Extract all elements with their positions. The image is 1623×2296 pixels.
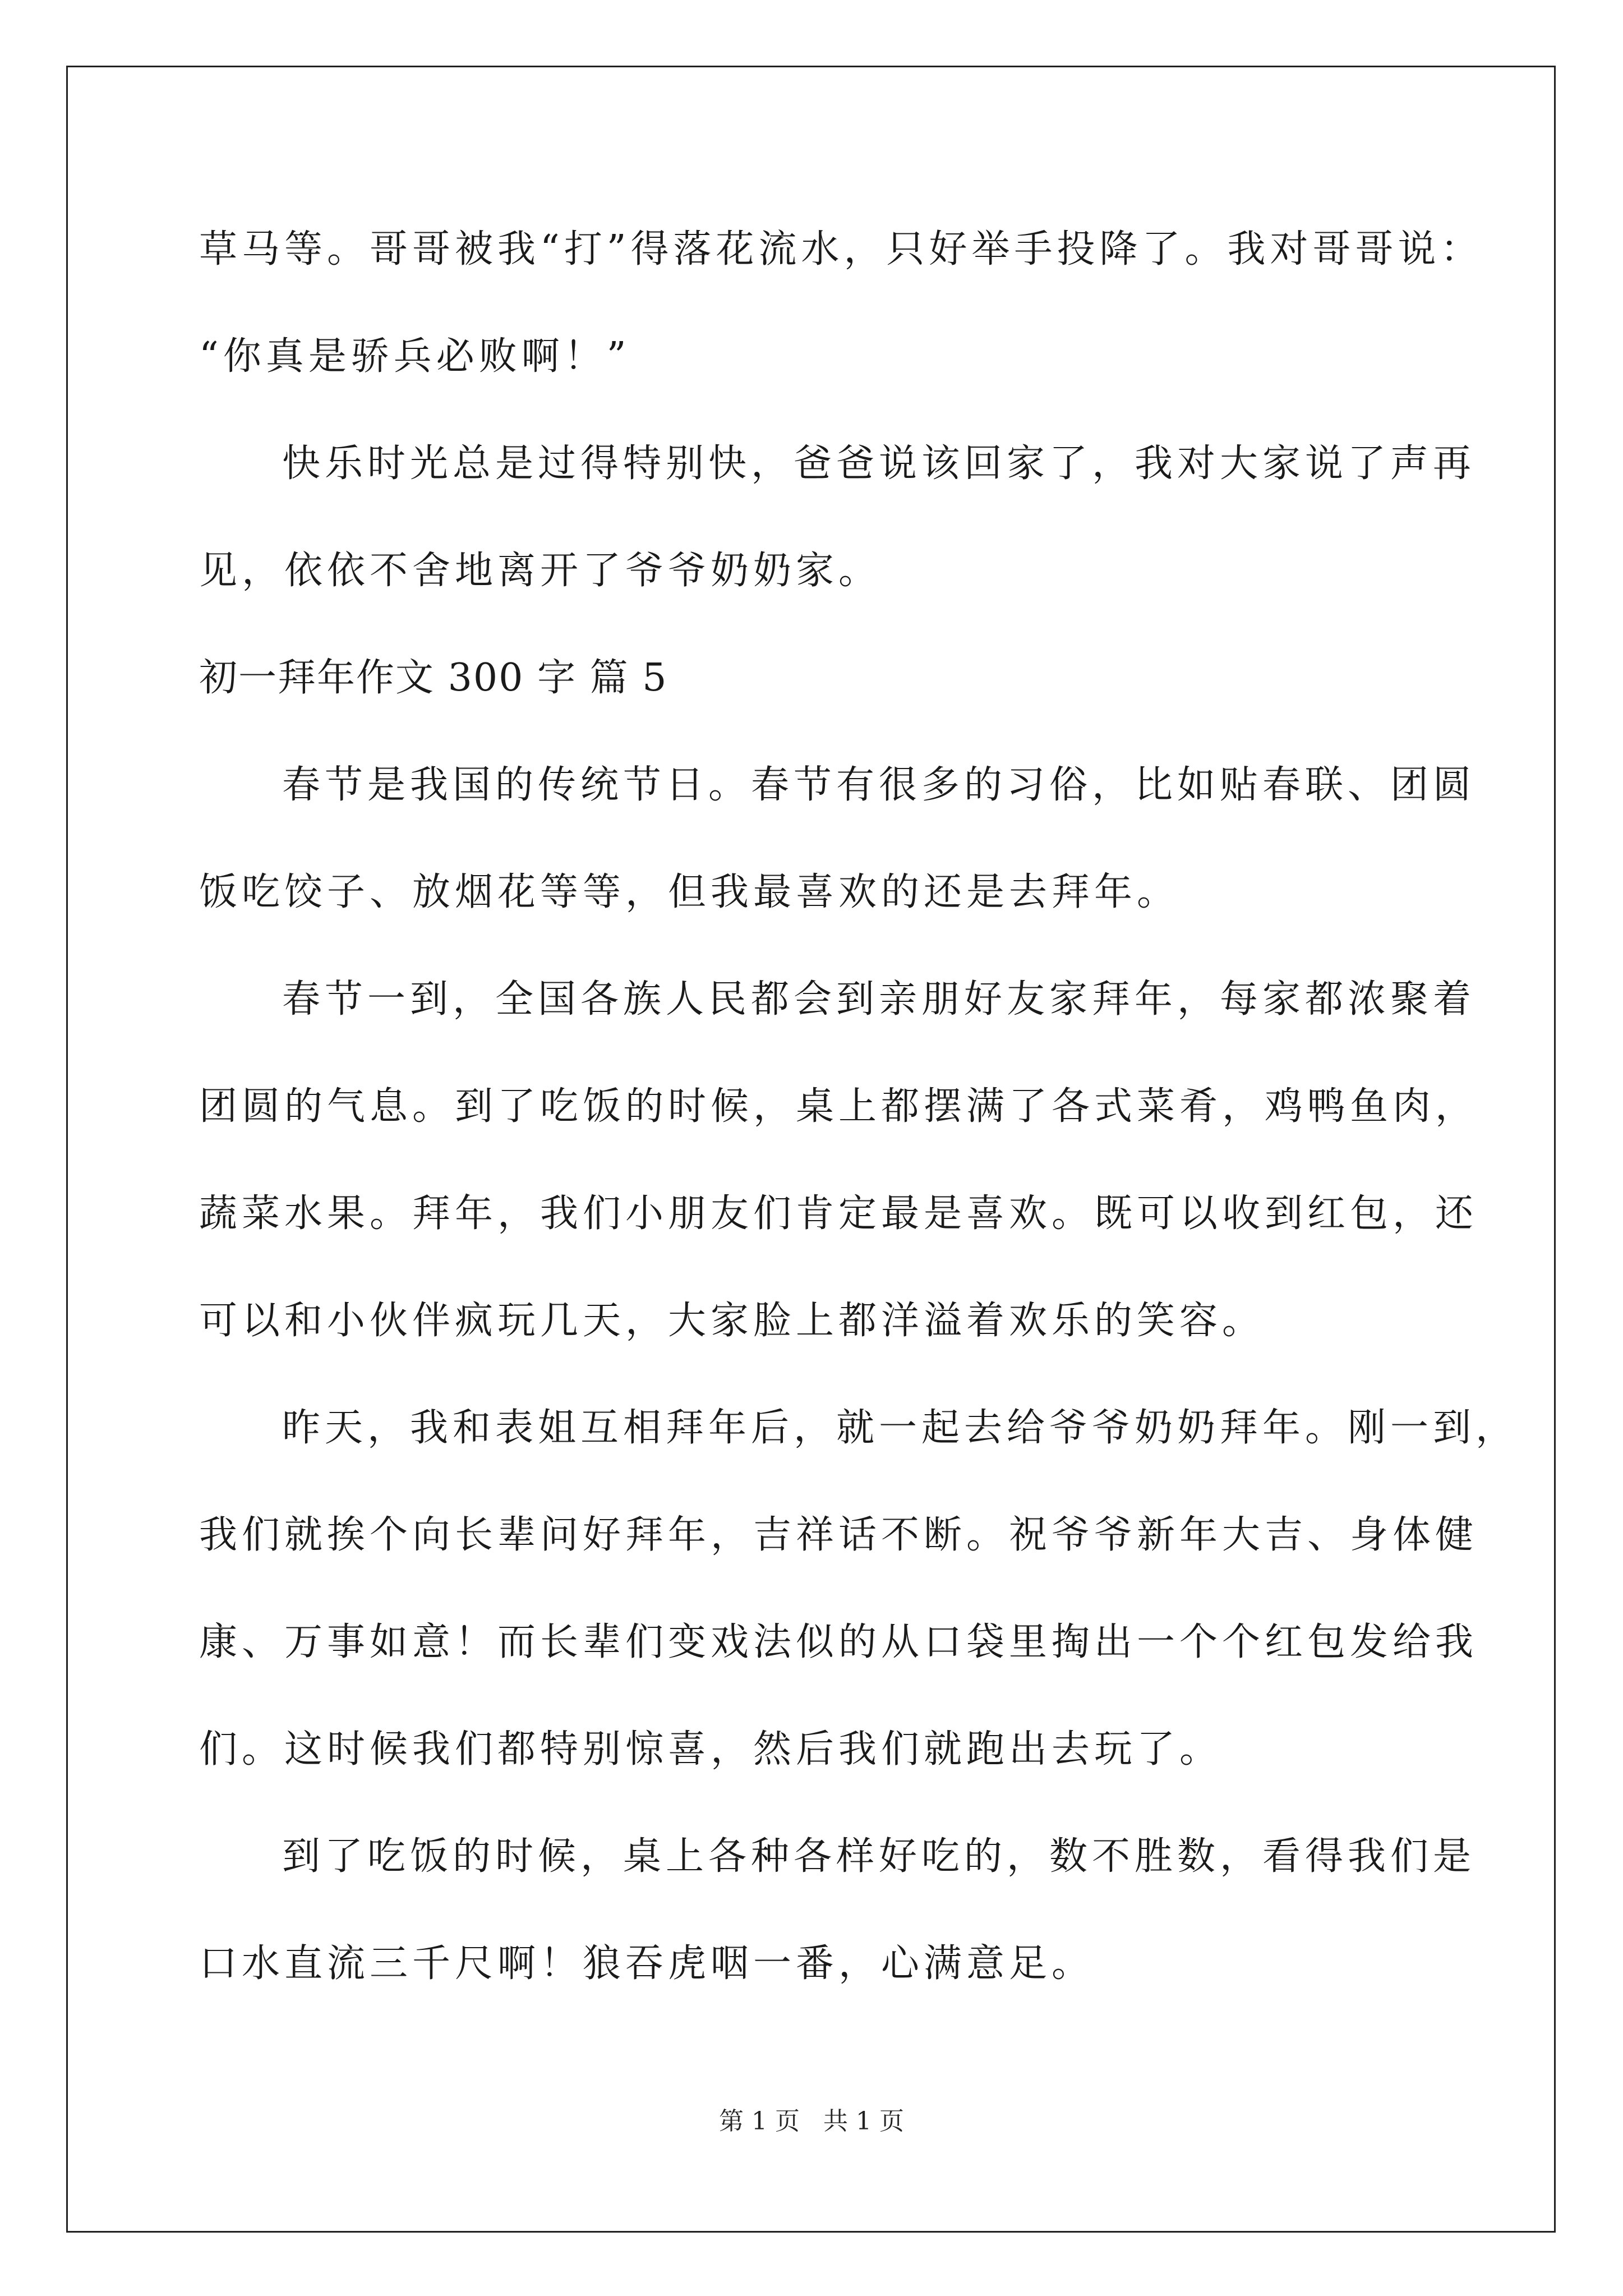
document-body [199,216,1519,2037]
paragraph-start: 春节一到，全国各族人民都会到亲朋好友家拜年，每家都浓聚着 [282,977,1476,1022]
page-footer [0,2101,1623,2137]
paragraph-start: 到了吃饭的时候，桌上各种各样好吃的，数不胜数，看得我们是 [282,1834,1476,1879]
text-line: 草马等。哥哥被我“打”得落花流水，只好举手投降了。我对哥哥说： [199,227,1483,272]
paragraph-start: 春节是我国的传统节日。春节有很多的习俗，比如贴春联、团圆 [282,763,1476,807]
text-line: 饭吃饺子、放烟花等等，但我最喜欢的还是去拜年。 [199,870,1180,914]
text-line: 们。这时候我们都特别惊喜，然后我们就跑出去玩了。 [199,1727,1223,1772]
page-total: 共 1 页 [823,2107,904,2136]
text-line: 康、万事如意！而长辈们变戏法似的从口袋里掏出一个个红包发给我 [199,1620,1478,1664]
page-number: 第 1 页 [719,2107,800,2136]
text-line: 见，依依不舍地离开了爷爷奶奶家。 [199,549,882,593]
paragraph-start: 昨天，我和表姐互相拜年后，就一起去给爷爷奶奶拜年。刚一到， [282,1406,1519,1450]
section-heading: 初一拜年作文 300 字 篇 5 [199,656,668,700]
text-line: 蔬菜水果。拜年，我们小朋友们肯定最是喜欢。既可以收到红包，还 [199,1191,1478,1236]
paragraph-start: 快乐时光总是过得特别快，爸爸说该回家了，我对大家说了声再 [282,441,1476,486]
text-line: 口水直流三千尺啊！狼吞虎咽一番，心满意足。 [199,1941,1095,1986]
text-line: “你真是骄兵必败啊！” [199,334,631,379]
text-line: 可以和小伙伴疯玩几天，大家脸上都洋溢着欢乐的笑容。 [199,1299,1265,1343]
text-line: 我们就挨个向长辈问好拜年，吉祥话不断。祝爷爷新年大吉、身体健 [199,1513,1478,1557]
text-line: 团圆的气息。到了吃饭的时候，桌上都摆满了各式菜肴，鸡鸭鱼肉， [199,1084,1478,1129]
